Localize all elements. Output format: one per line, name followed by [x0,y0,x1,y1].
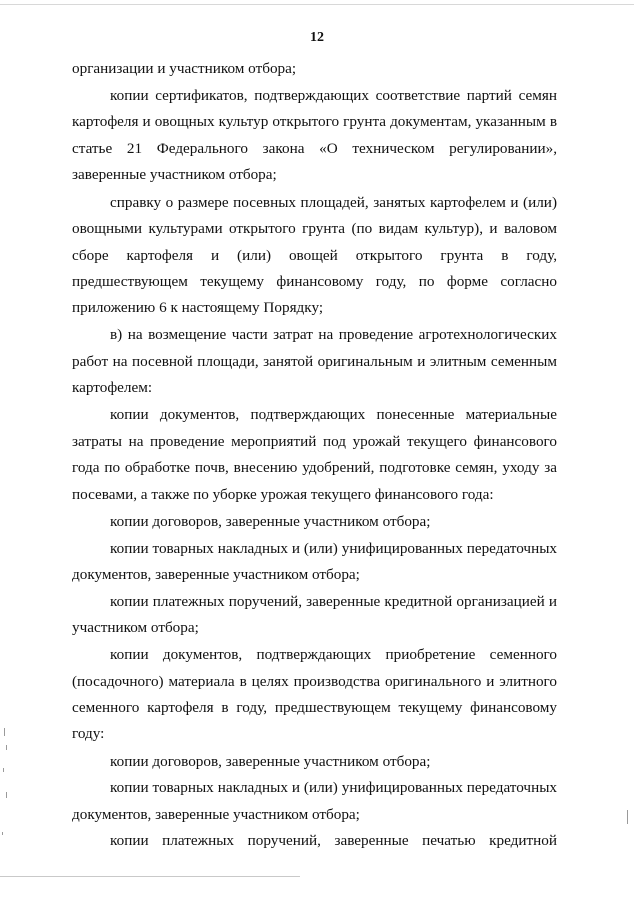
text-line: (посадочного) материала в целях производства оригинального и элитного [72,673,557,690]
text-line: картофелем: [72,379,153,396]
text-line: копии сертификатов, подтверждающих соответствие партий семян [110,87,557,104]
text-line: семенного картофеля в году, предшествующем текущему финансовому [72,699,557,716]
text-line: овощными культурами открытого грунта (по видам культур), и валовом [72,220,557,237]
scan-speck [4,728,5,736]
text-line: года по обработке почв, внесению удобрений, подготовке семян, уходу за [72,459,557,476]
text-line: предшествующем текущему финансовому году, по форме согласно [72,273,557,290]
text-line: копии товарных накладных и (или) унифицированных передаточных [110,779,557,796]
scan-speck [627,810,628,824]
scan-speck [3,768,4,772]
scan-speck [6,745,7,750]
text-line: копии договоров, заверенные участником отбора; [110,513,431,530]
text-line: копии товарных накладных и (или) унифицированных передаточных [110,540,557,557]
text-line: копии платежных поручений, заверенные кредитной организацией и [110,593,557,610]
text-line: заверенные участником отбора; [72,166,277,183]
scan-speck [6,792,7,798]
text-line: копии документов, подтверждающих приобретение семенного [110,646,557,663]
text-line: документов, заверенные участником отбора; [72,806,360,823]
text-line: документов, заверенные участником отбора; [72,566,360,583]
text-line: статье 21 Федерального закона «О техническом регулировании», [72,140,557,157]
text-line: году: [72,725,105,742]
text-line: копии договоров, заверенные участником отбора; [110,753,431,770]
text-line: сборе картофеля и (или) овощей открытого грунта в году, [72,247,557,264]
page-number: 12 [310,30,324,45]
text-line: копии документов, подтверждающих понесенные материальные [110,406,557,423]
text-line: картофеля и овощных культур открытого грунта документам, указанным в [72,113,557,130]
text-line: организации и участником отбора; [72,60,297,77]
text-line: участником отбора; [72,619,199,636]
scan-bottom-border [0,876,300,877]
text-line: работ на посевной площади, занятой оригинальным и элитным семенным [72,353,557,370]
text-line: затраты на проведение мероприятий под урожай текущего финансового [72,433,557,450]
text-line: посевами, а также по уборке урожая текущего финансового года: [72,486,494,503]
text-line: справку о размере посевных площадей, занятых картофелем и (или) [110,194,557,211]
text-line: приложению 6 к настоящему Порядку; [72,299,324,316]
text-line: копии платежных поручений, заверенные печатью кредитной [110,832,557,849]
scan-speck [2,832,3,835]
text-line: в) на возмещение части затрат на проведение агротехнологических [110,326,557,343]
scan-top-border [0,4,634,5]
